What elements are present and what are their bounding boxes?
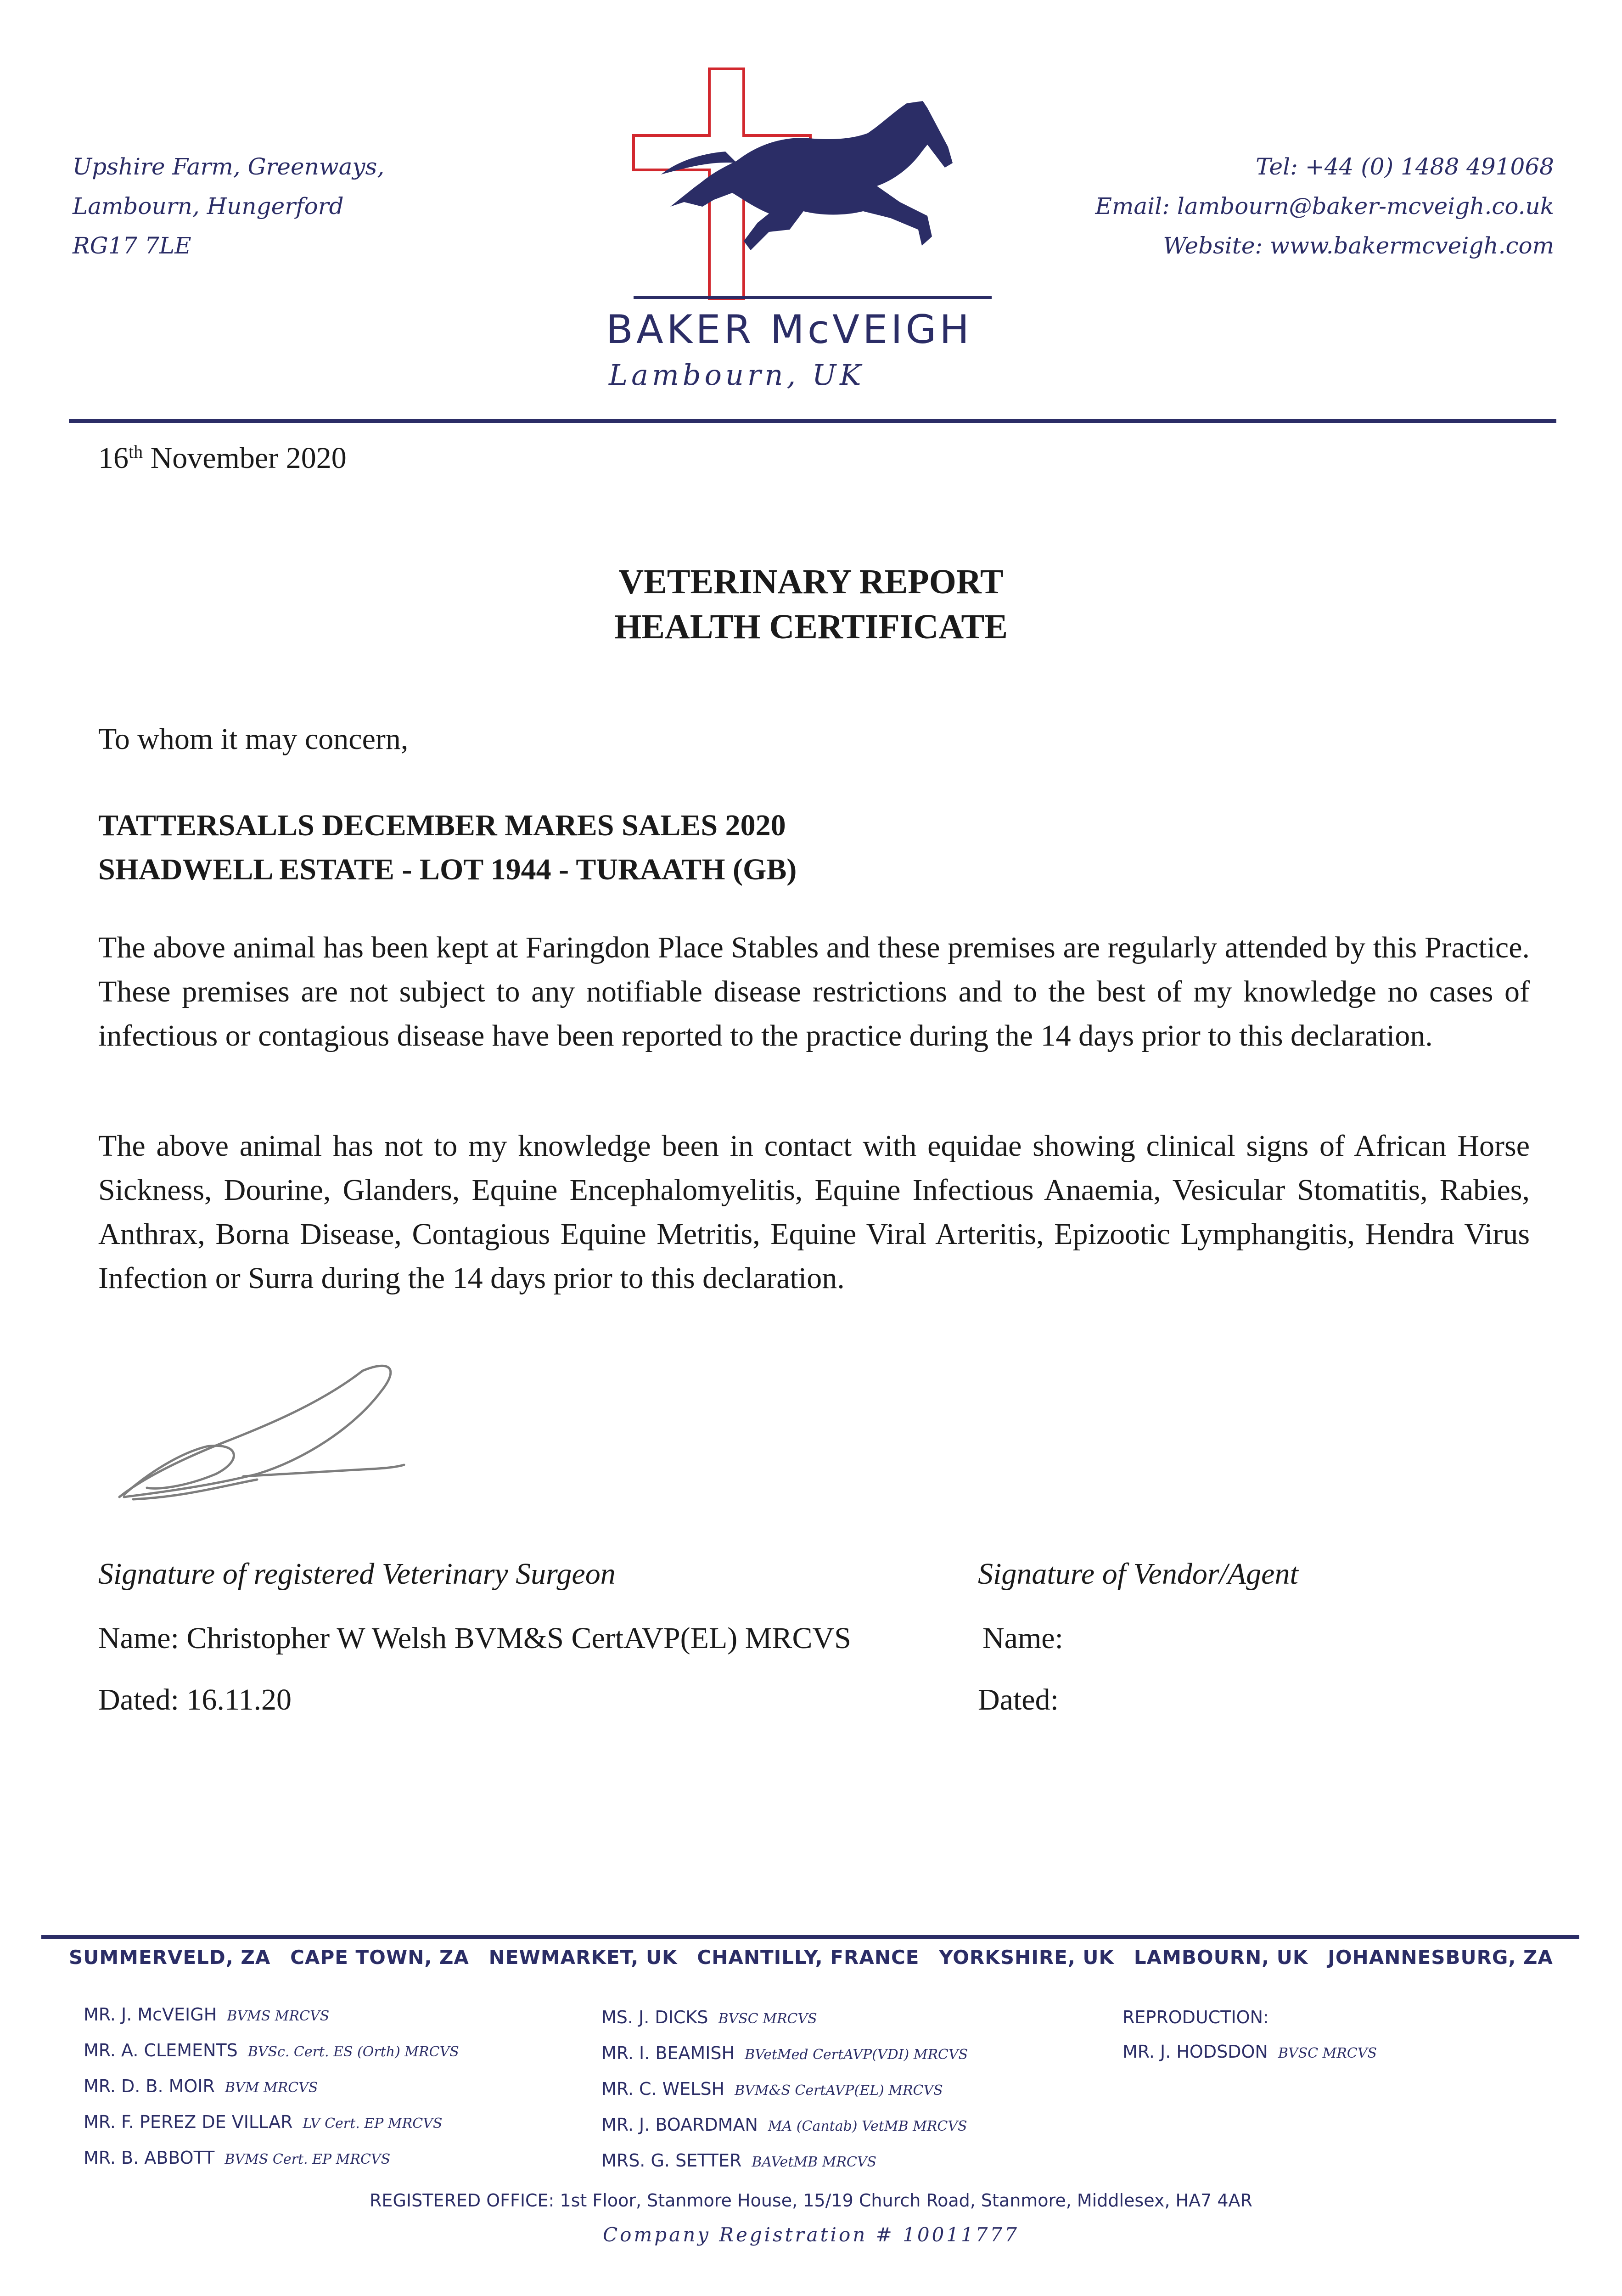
reproduction-heading: REPRODUCTION:: [1122, 2007, 1269, 2027]
staff-row: [601, 2108, 968, 2144]
staff-row: [1122, 2035, 1377, 2071]
header-rule: [69, 419, 1556, 423]
staff-column-3: [1122, 2000, 1377, 2071]
date-month-year: November 2020: [150, 441, 347, 475]
office-yorkshire: YORKSHIRE, UK: [939, 1946, 1115, 1969]
paragraph-premises: The above animal has been kept at Faringdon Place Stables and these premises are regularly attended by this Practice. These premises are not subject to any notifiable disease restrictions and to the best of my knowledge no cases of infectious or contagious disease have been reported to the practice during the 14 days prior to this declaration.: [98, 931, 1530, 1052]
practice-address: [73, 147, 384, 265]
staff-name: MR. F. PEREZ DE VILLAR: [84, 2112, 293, 2132]
address-line-3: RG17 7LE: [73, 232, 191, 259]
staff-quals: BVetMed CertAVP(VDI) MRCVS: [745, 2047, 968, 2063]
date-suffix: th: [129, 441, 143, 462]
staff-row: [84, 2105, 459, 2141]
staff-quals: BVSC MRCVS: [1278, 2045, 1377, 2061]
logo-underline: [634, 296, 992, 299]
contact-tel: Tel: +44 (0) 1488 491068: [1256, 153, 1554, 180]
title-line-1: VETERINARY REPORT: [618, 563, 1004, 601]
staff-name: MR. C. WELSH: [601, 2079, 725, 2099]
staff-name: MR. I. BEAMISH: [601, 2043, 735, 2063]
footer-rule: [41, 1935, 1579, 1939]
staff-quals: LV Cert. EP MRCVS: [303, 2116, 443, 2132]
contact-email: Email: lambourn@baker-mcveigh.co.uk: [1095, 193, 1554, 219]
staff-quals: BVM MRCVS: [224, 2080, 318, 2096]
staff-name: MR. B. ABBOTT: [84, 2148, 215, 2168]
staff-quals: BVM&S CertAVP(EL) MRCVS: [735, 2082, 943, 2099]
greeting: To whom it may concern,: [98, 722, 409, 756]
lot-heading: [98, 804, 797, 892]
staff-name: MS. J. DICKS: [601, 2007, 708, 2027]
staff-row: [601, 2036, 968, 2072]
office-johannesburg: JOHANNESBURG, ZA: [1328, 1946, 1553, 1969]
vet-signature-image: [106, 1359, 427, 1515]
lot-line-1: TATTERSALLS DECEMBER MARES SALES 2020: [98, 809, 786, 842]
staff-column-1: [84, 1998, 459, 2177]
staff-name: MR. J. HODSDON: [1122, 2042, 1268, 2062]
staff-column-2: [601, 2000, 968, 2179]
staff-row: [84, 2141, 459, 2177]
vet-signature-label: Signature of registered Veterinary Surgeon: [98, 1557, 616, 1591]
staff-name: MR. J. McVEIGH: [84, 2004, 217, 2025]
letter-date: [98, 441, 347, 476]
office-chantilly: CHANTILLY, FRANCE: [697, 1946, 920, 1969]
registered-office: REGISTERED OFFICE: 1st Floor, Stanmore House, 15/19 Church Road, Stanmore, Middlesex, HA7 4AR: [370, 2190, 1252, 2211]
vendor-name: Name:: [982, 1621, 1063, 1655]
office-newmarket: NEWMARKET, UK: [488, 1946, 678, 1969]
staff-name: MR. D. B. MOIR: [84, 2076, 215, 2096]
vet-name: Name: Christopher W Welsh BVM&S CertAVP(EL) MRCVS: [98, 1621, 851, 1655]
staff-quals: BVSc. Cert. ES (Orth) MRCVS: [247, 2044, 459, 2060]
brand-name: BAKER McVEIGH: [606, 307, 972, 353]
baker-mcveigh-logo: [606, 64, 992, 303]
staff-row: [84, 2069, 459, 2105]
contact-website: Website: www.bakermcveigh.com: [1163, 232, 1554, 259]
practice-contact: [1095, 147, 1554, 265]
staff-row: [601, 2000, 968, 2036]
staff-row: [601, 2072, 968, 2108]
company-registration: Company Registration # 10011777: [603, 2223, 1019, 2246]
staff-quals: BVSC MRCVS: [718, 2011, 817, 2027]
document-title: [0, 559, 1622, 649]
office-cape-town: CAPE TOWN, ZA: [290, 1946, 469, 1969]
staff-name: MRS. G. SETTER: [601, 2150, 742, 2171]
vendor-signature-label: Signature of Vendor/Agent: [978, 1557, 1298, 1591]
staff-quals: BVMS MRCVS: [227, 2008, 330, 2024]
title-line-2: HEALTH CERTIFICATE: [614, 608, 1008, 646]
staff-quals: BVMS Cert. EP MRCVS: [224, 2151, 391, 2167]
staff-name: MR. J. BOARDMAN: [601, 2115, 758, 2135]
address-line-1: Upshire Farm, Greenways,: [73, 153, 385, 180]
address-line-2: Lambourn, Hungerford: [73, 193, 344, 219]
date-day: 16: [98, 441, 129, 475]
brand-location: Lambourn, UK: [609, 358, 865, 392]
staff-row: [84, 2033, 459, 2069]
staff-row: [84, 1998, 459, 2033]
vet-dated: Dated: 16.11.20: [98, 1683, 292, 1716]
paragraph-contact: The above animal has not to my knowledge been in contact with equidae showing clinical signs of African Horse Sickness, Dourine, Glanders, Equine Encephalomyelitis, Equine Infectious Anaemia, Vesicular Stomatitis, Rabies, Anthrax, Borna Disease, Contagious Equine Metritis, Equine Viral Arteritis, Epizootic Lymphangitis, Hendra Virus Infection or Surra during the 14 days prior to this declaration.: [98, 1129, 1530, 1295]
horse-icon: [670, 101, 953, 250]
staff-row: [601, 2144, 968, 2179]
lot-line-2: SHADWELL ESTATE - LOT 1944 - TURAATH (GB): [98, 853, 797, 886]
office-lambourn: LAMBOURN, UK: [1134, 1946, 1308, 1969]
office-locations: [69, 1946, 1553, 1969]
staff-quals: MA (Cantab) VetMB MRCVS: [768, 2118, 967, 2134]
office-summerveld: SUMMERVELD, ZA: [69, 1946, 271, 1969]
staff-name: MR. A. CLEMENTS: [84, 2040, 238, 2060]
vendor-dated: Dated:: [978, 1683, 1059, 1716]
staff-quals: BAVetMB MRCVS: [752, 2154, 877, 2170]
